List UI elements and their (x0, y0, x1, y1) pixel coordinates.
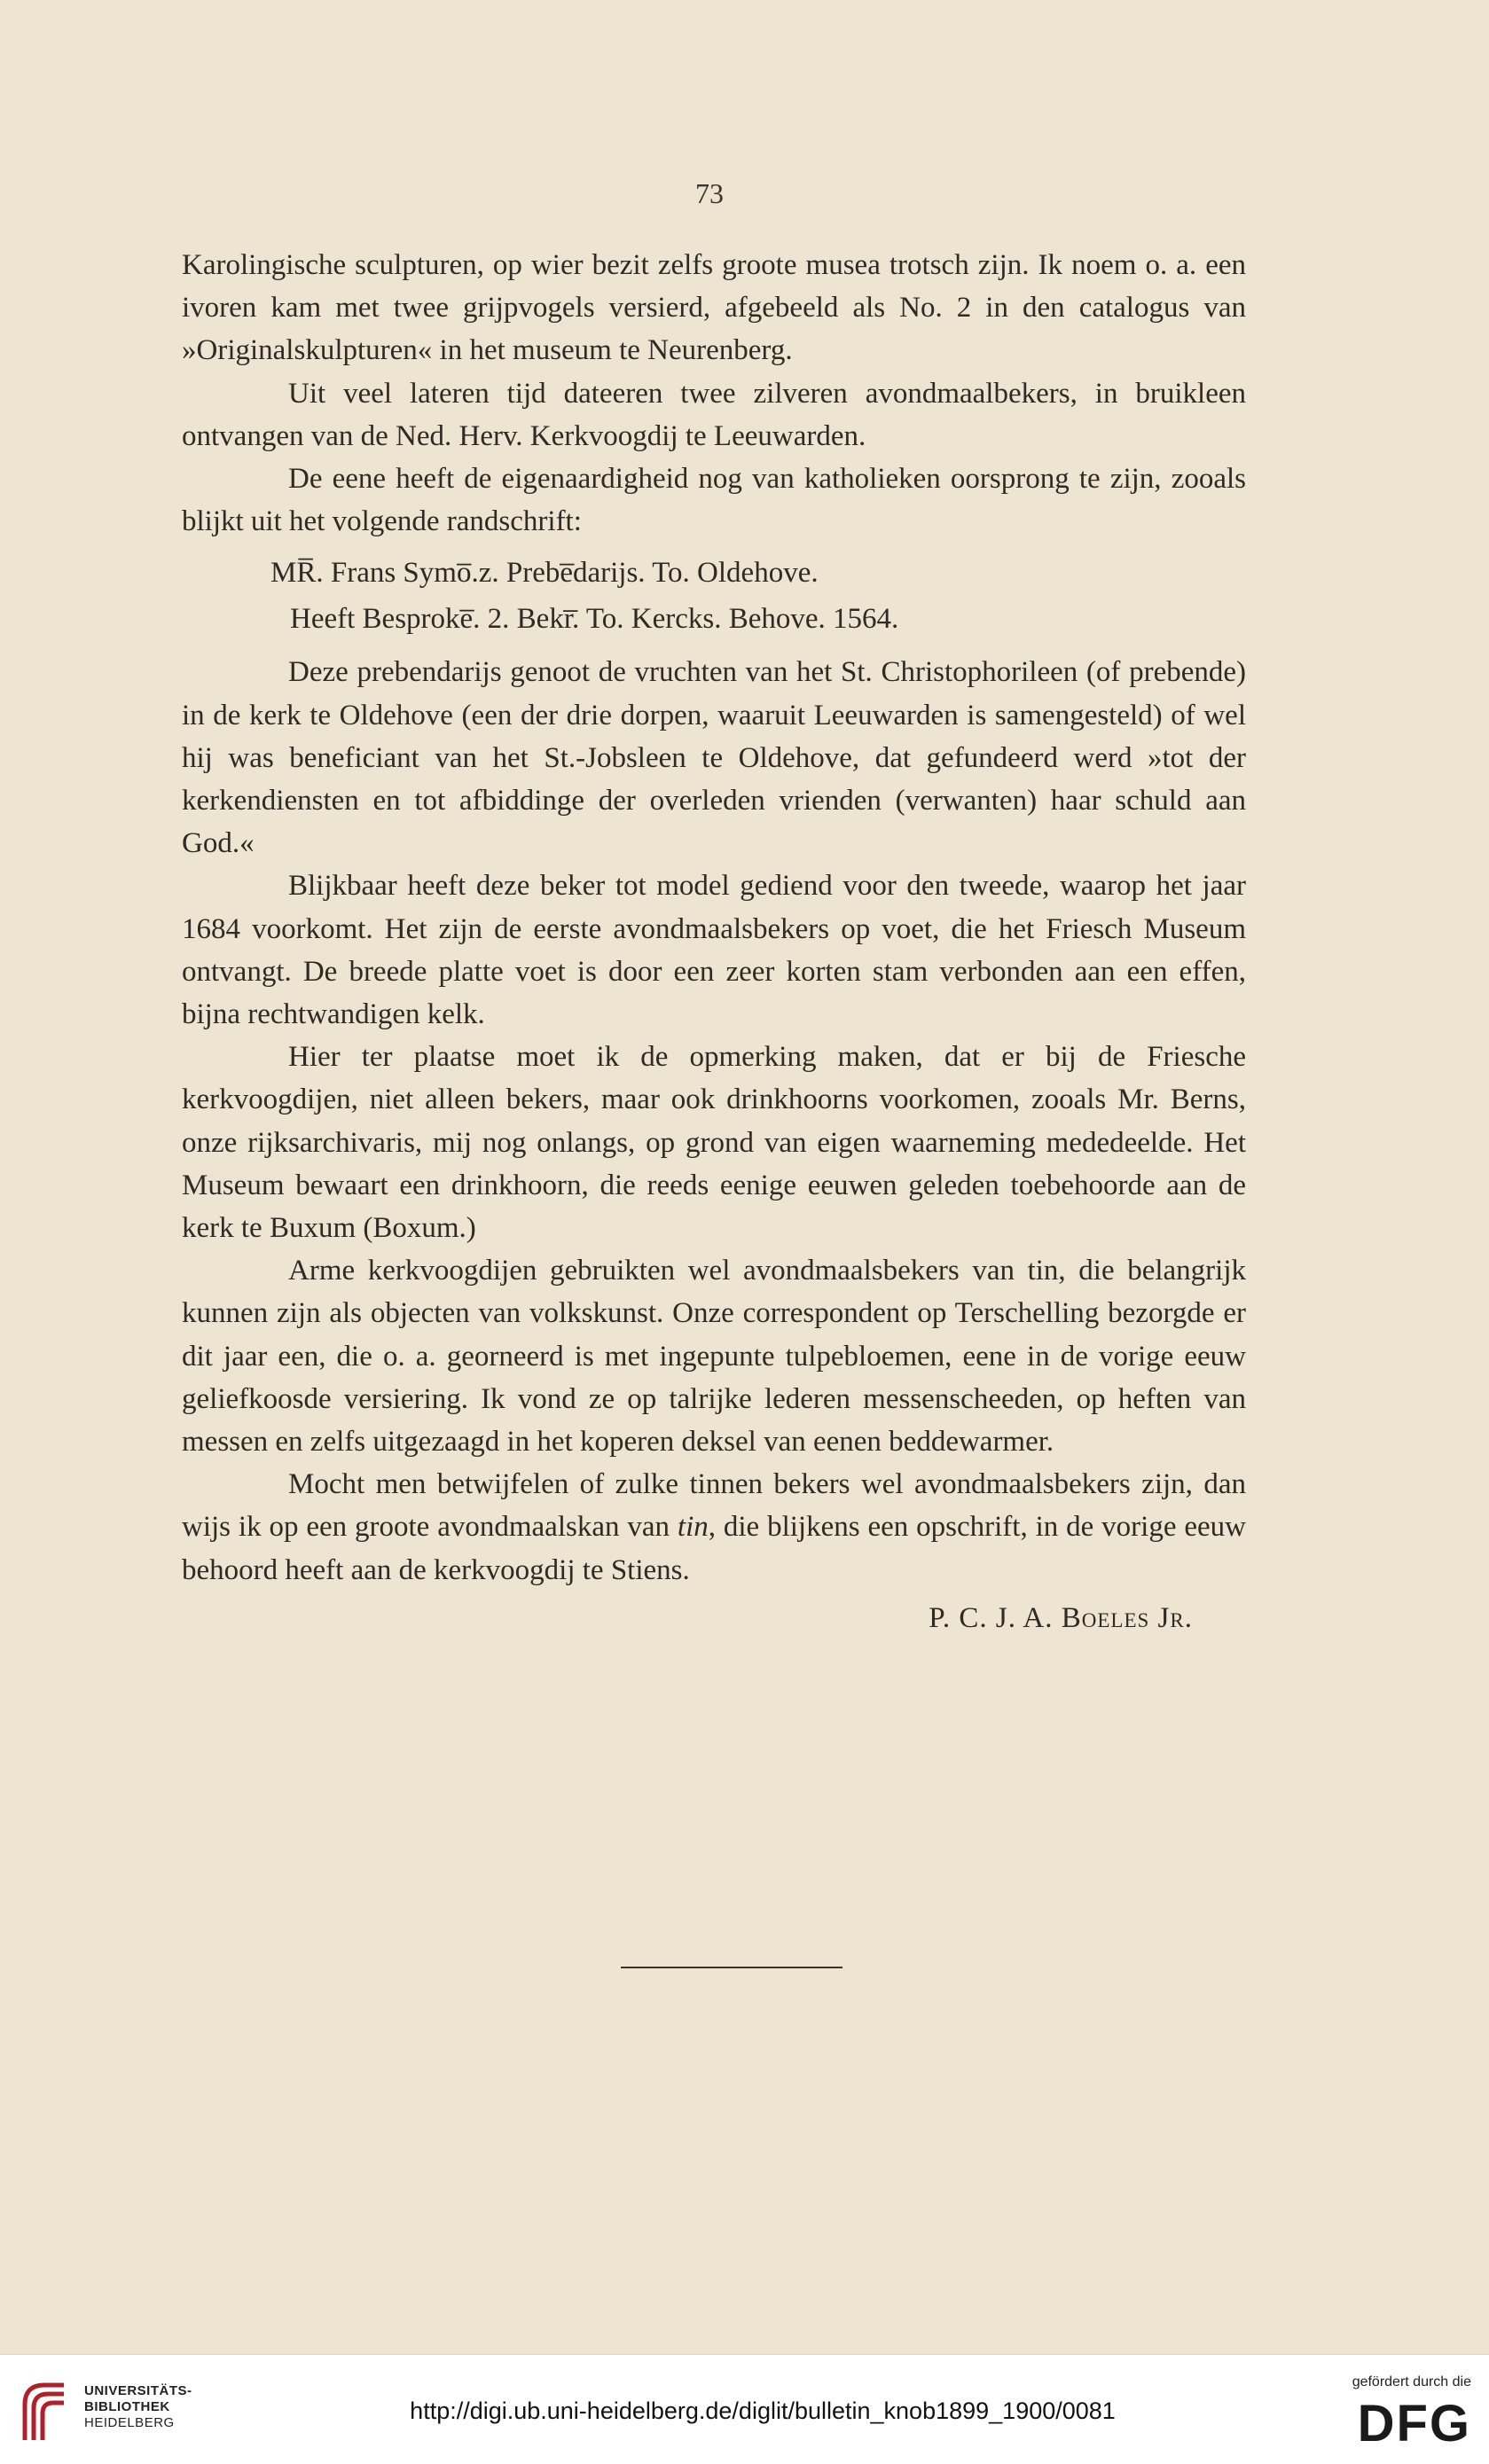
paragraph: De eene heeft de eigenaardigheid nog van katholieken oorsprong te zijn, zooals blijkt uit het volgende randschrift: (182, 463, 1246, 538)
page-number: 73 (695, 177, 724, 209)
italic-word: tin (677, 1511, 709, 1544)
paragraph: Blijkbaar heeft deze beker tot model gediend voor den tweede, waarop het jaar 1684 voorkomt. Het zijn de eerste avondmaalsbekers op voet, die het Friesch Museum ontvangt. De breede platte voet is door een zeer korten stam verbonden aan een effen, bijna rechtwandigen kelk. (182, 870, 1246, 1031)
library-name (84, 2383, 192, 2431)
library-name-line: BIBLIOTHEK (84, 2399, 170, 2414)
inscription-line: Heeft Besproke̅. 2. Bekr̅. To. Kercks. Behove. 1564. (290, 603, 899, 636)
author-signature: P. C. J. A. Boeles Jr. (929, 1601, 1193, 1634)
paragraph: Arme kerkvoogdijen gebruikten wel avondmaalsbekers van tin, die belangrijk kunnen zijn als objecten van volkskunst. Onze correspondent op Terschelling bezorgde er dit jaar een, die o. a. georneerd is met ingepunte tulpebloemen, eene in de vorige eeuw geliefkoosde versiering. Ik vond ze op talrijke lederen messenscheeden, op heften van messen en zelfs uitgezaagd in het koperen deksel van eenen beddewarmer. (182, 1255, 1246, 1459)
dfg-logo: DFG (1357, 2395, 1471, 2452)
library-name-line: UNIVERSITÄTS- (84, 2383, 192, 2398)
paragraph: Deze prebendarijs genoot de vruchten van het St. Christophorileen (of prebende) in de kerk te Oldehove (een der drie dorpen, waaruit Leeuwarden is samengesteld) of wel hij was beneficiant van het St.-Jobsleen te Oldehove, dat gefundeerd werd »tot der kerkendiensten en tot afbiddinge der overleden vrienden (verwanten) haar schuld aan God.« (182, 656, 1246, 860)
paragraph-last (182, 1463, 1246, 1592)
paragraph: Uit veel lateren tijd dateeren twee zilveren avondmaalbekers, in bruikleen ontvangen van de Ned. Herv. Kerkvoogdij te Leeuwarden. (182, 377, 1246, 452)
text-run: , die blijkens een opschrift, in de vorige eeuw behoord heeft aan de kerkvoogdij te Stiens. (182, 1511, 1246, 1586)
source-url-link[interactable]: http://digi.ub.uni-heidelberg.de/diglit/bulletin_knob1899_1900/0081 (410, 2398, 1116, 2424)
end-rule (621, 1967, 842, 1968)
inscription-line: MR̅. Frans Symo̅.z. Prebe̅darijs. To. Oldehove. (270, 557, 819, 590)
text-run: Mocht men betwijfelen of zulke tinnen bekers wel avondmaalsbekers zijn, dan wijs ik op een groote avondmaalskan van (182, 1468, 1246, 1544)
paragraph: Karolingische sculpturen, op wier bezit zelfs groote musea trotsch zijn. Ik noem o. a. een ivoren kam met twee grijpvogels versierd, afgebeeld als No. 2 in den catalogus van »Originalskulpturen« in het museum te Neurenberg. (182, 249, 1246, 367)
library-name-line: HEIDELBERG (84, 2415, 175, 2430)
footer-bar (0, 2354, 1489, 2464)
paragraph: Hier ter plaatse moet ik de opmerking maken, dat er bij de Friesche kerkvoogdijen, niet alleen bekers, maar ook drinkhoorns voorkomen, zooals Mr. Berns, onze rijksarchivaris, mij nog onlangs, op grond van eigen waarneming mededeelde. Het Museum bewaart een drinkhoorn, die reeds eenige eeuwen geleden toebehoorde aan de kerk te Buxum (Boxum.) (182, 1041, 1246, 1245)
inscription-quote (182, 550, 1246, 642)
article-body (182, 244, 1246, 1639)
funded-by-label: gefördert durch die (1352, 2374, 1471, 2390)
university-logo-icon (18, 2378, 71, 2444)
